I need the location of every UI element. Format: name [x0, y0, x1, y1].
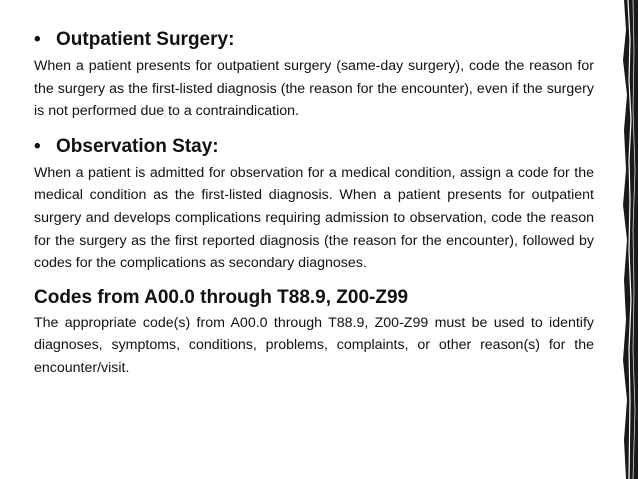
- outpatient-surgery-text: When a patient presents for outpatient surgery (same-day surgery), code the reason for the surgery as the first-listed diagnosis (the reason for the encounter), even if the surgery is not performed due to a contraindication.: [34, 58, 594, 120]
- bullet-icon: •: [34, 29, 41, 50]
- outpatient-surgery-heading: [34, 28, 594, 52]
- bullet-icon: •: [34, 135, 41, 157]
- codes-range-heading: Codes from A00.0 through T88.9, Z00-Z99: [34, 286, 409, 308]
- observation-stay-text: When a patient is admitted for observation for a medical condition, assign a code for the medical condition as the first-listed diagnosis. When a patient presents for outpatient surgery and develops complications requiring admission to observation, code the reason for the surgery as the first reported diagnosis (the reason for the encounter), followed by codes for the complications as secondary diagnoses.: [34, 164, 594, 272]
- decorative-edge: [618, 0, 638, 479]
- slide-content: [34, 28, 594, 380]
- observation-stay-title: Observation Stay:: [56, 135, 219, 157]
- section-observation-stay: [34, 135, 594, 275]
- section-outpatient-surgery: [34, 28, 594, 123]
- section-codes-range: [34, 286, 594, 380]
- observation-stay-heading: [34, 135, 594, 159]
- codes-range-text: The appropriate code(s) from A00.0 through T88.9, Z00-Z99 must be used to identify diagnoses, symptoms, conditions, problems, complaints, or other reason(s) for the encounter/visit.: [34, 314, 594, 376]
- outpatient-surgery-title: Outpatient Surgery:: [56, 29, 235, 50]
